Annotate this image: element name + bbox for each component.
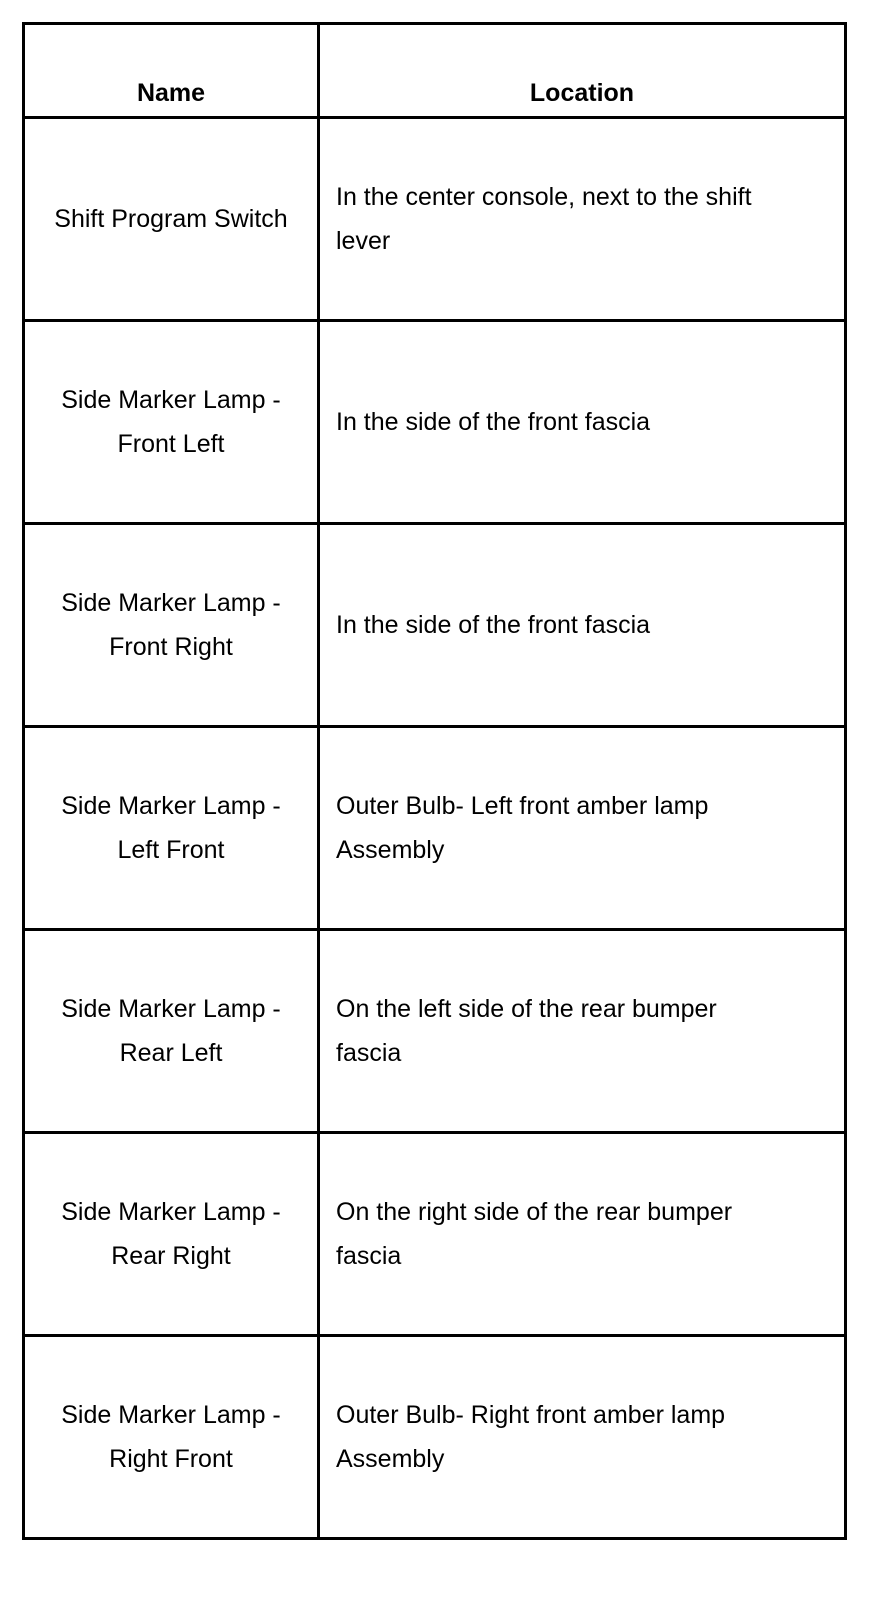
row-name-cell: Side Marker Lamp - Front Left [24, 321, 319, 524]
table-body [24, 118, 846, 1539]
row-location-cell: Outer Bulb- Left front amber lamp Assembly [319, 727, 846, 930]
table-row [24, 1133, 846, 1336]
row-name-cell: Side Marker Lamp - Front Right [24, 524, 319, 727]
component-location-table [22, 22, 847, 1540]
table-row [24, 1336, 846, 1539]
row-location-cell: On the left side of the rear bumper fascia [319, 930, 846, 1133]
row-name-cell: Side Marker Lamp - Rear Right [24, 1133, 319, 1336]
table-row [24, 930, 846, 1133]
row-location-cell: In the center console, next to the shift lever [319, 118, 846, 321]
row-name-cell: Side Marker Lamp - Left Front [24, 727, 319, 930]
row-location-cell: On the right side of the rear bumper fascia [319, 1133, 846, 1336]
table-row [24, 727, 846, 930]
row-location-cell: In the side of the front fascia [319, 321, 846, 524]
header-location: Location [319, 24, 846, 118]
table-row [24, 118, 846, 321]
header-row [24, 24, 846, 118]
header-name: Name [24, 24, 319, 118]
component-location-table-wrapper [22, 22, 844, 1540]
row-location-cell: In the side of the front fascia [319, 524, 846, 727]
row-name-cell: Shift Program Switch [24, 118, 319, 321]
row-name-cell: Side Marker Lamp - Right Front [24, 1336, 319, 1539]
row-name-cell: Side Marker Lamp - Rear Left [24, 930, 319, 1133]
table-row [24, 321, 846, 524]
table-row [24, 524, 846, 727]
row-location-cell: Outer Bulb- Right front amber lamp Assembly [319, 1336, 846, 1539]
table-header [24, 24, 846, 118]
